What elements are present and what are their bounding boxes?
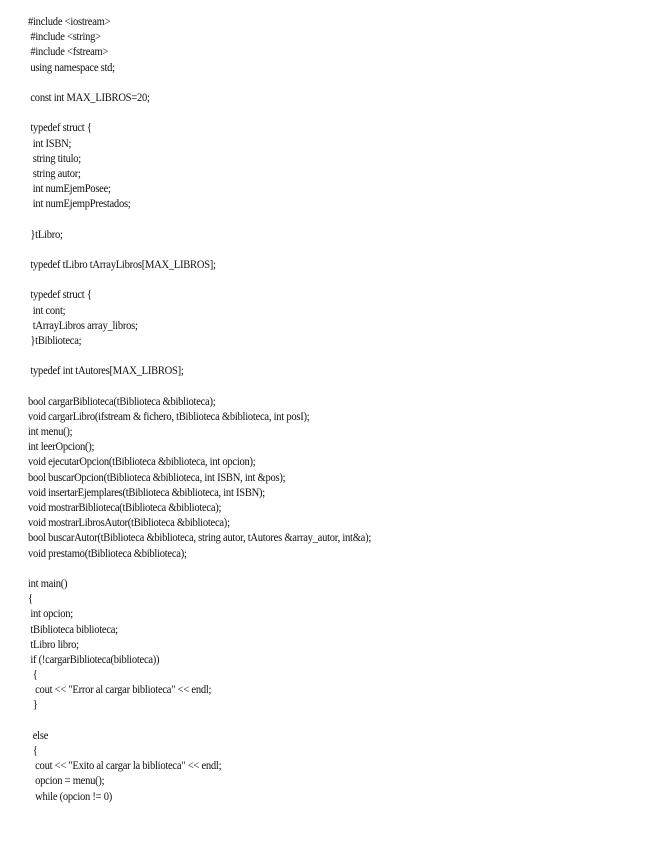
code-line: int numEjemPosee; [28,181,111,196]
code-line: int menu(); [28,424,73,439]
code-line: const int MAX_LIBROS=20; [28,89,150,104]
code-line: cout << "Exito al cargar la biblioteca" << endl; [28,758,222,773]
code-line: int numEjempPrestados; [28,196,131,211]
code-line: bool cargarBiblioteca(tBiblioteca &biblioteca); [28,393,216,408]
code-line: typedef struct { [28,287,92,302]
code-line: cout << "Error al cargar biblioteca" << endl; [28,682,212,697]
blank-line [28,561,556,576]
code-line: else [28,727,49,742]
code-line: #include <iostream> [28,14,111,28]
code-line: void mostrarLibrosAutor(tBiblioteca &biblioteca); [28,515,230,530]
code-line: string titulo; [28,150,81,165]
code-line: while (opcion != 0) [28,788,113,803]
code-line: void ejecutarOpcion(tBiblioteca &biblioteca, int opcion); [28,454,256,469]
code-line: int ISBN; [28,135,72,150]
code-line: bool buscarAutor(tBiblioteca &biblioteca, string autor, tAutores &array_autor, int&a); [28,530,372,545]
blank-line [28,379,556,394]
code-line: int opcion; [28,606,73,621]
code-line: void mostrarBiblioteca(tBiblioteca &biblioteca); [28,500,222,514]
code-line: opcion = menu(); [28,773,105,788]
code-line: #include <string> [28,29,101,44]
code-line: using namespace std; [28,59,115,74]
code-line: int cont; [28,302,66,317]
code-line: }tLibro; [28,226,63,241]
code-line: { [28,591,33,606]
code-line: void cargarLibro(ifstream & fichero, tBiblioteca &biblioteca, int posI); [28,408,310,423]
code-listing [28,14,556,804]
code-line: tBiblioteca biblioteca; [28,621,118,636]
code-line: bool buscarOpcion(tBiblioteca &biblioteca, int ISBN, int &pos); [28,469,286,484]
code-line: int leerOpcion(); [28,439,95,454]
code-line: }tBiblioteca; [28,332,82,347]
code-line: typedef struct { [28,120,92,135]
blank-line [28,272,556,287]
code-line: { [28,667,38,682]
blank-line [28,105,556,120]
code-line: void prestamo(tBiblioteca &biblioteca); [28,545,187,560]
code-line: tLibro libro; [28,636,79,651]
code-line: { [28,743,38,757]
code-line: #include <fstream> [28,44,109,59]
code-line: void insertarEjemplares(tBiblioteca &biblioteca, int ISBN); [28,484,265,499]
blank-line [28,348,556,363]
code-line: if (!cargarBiblioteca(biblioteca)) [28,651,160,666]
blank-line [28,242,556,257]
code-line: int main() [28,575,68,590]
blank-line [28,211,556,226]
code-line: } [28,697,38,712]
code-line: typedef tLibro tArrayLibros[MAX_LIBROS]; [28,257,216,271]
code-line: typedef int tAutores[MAX_LIBROS]; [28,363,184,378]
code-line: string autor; [28,165,81,180]
code-line: tArrayLibros array_libros; [28,317,138,332]
blank-line [28,75,556,90]
blank-line [28,713,556,728]
